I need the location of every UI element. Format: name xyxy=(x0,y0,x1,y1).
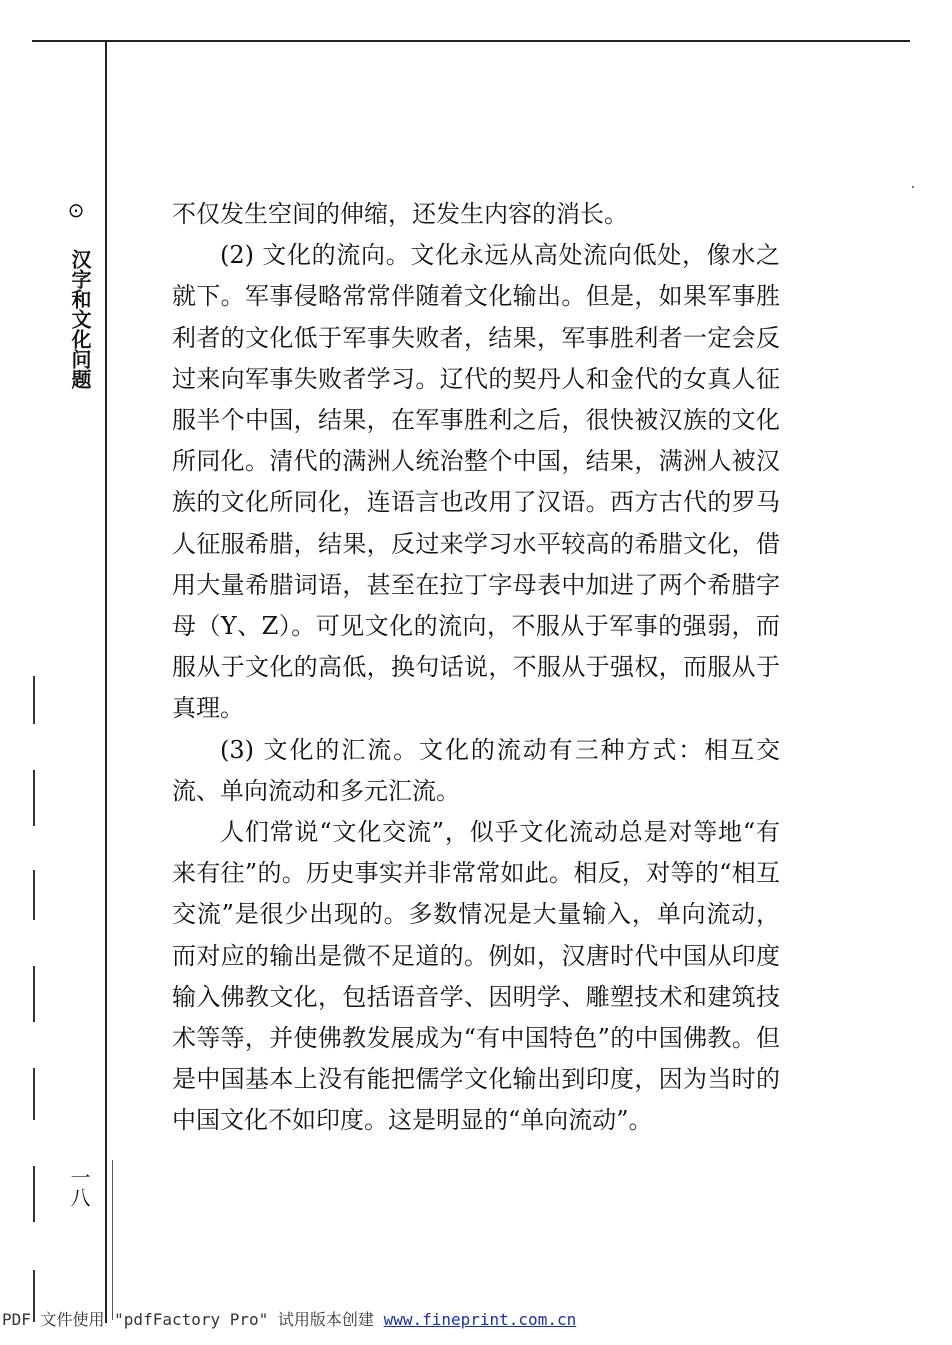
scan-edge-mark xyxy=(33,1166,35,1222)
scan-edge-mark xyxy=(33,676,35,724)
footer-text: PDF 文件使用 "pdfFactory Pro" 试用版本创建 xyxy=(2,1310,384,1329)
scan-edge-mark xyxy=(33,1068,35,1120)
scan-edge-mark xyxy=(33,870,35,920)
scan-speck xyxy=(912,186,914,188)
circle-dot-icon: ⊙ xyxy=(67,198,85,222)
paragraph: 不仅发生空间的伸缩，还发生内容的消长。 xyxy=(172,200,628,228)
paragraph: (3) 文化的汇流。文化的流动有三种方式：相互交流、单向流动和多元汇流。 xyxy=(172,735,780,805)
body-text xyxy=(172,194,780,1142)
paragraph: (2) 文化的流向。文化永远从高处流向低处，像水之就下。军事侵略常常伴随着文化输出。但是，如果军事胜利者的文化低于军事失败者，结果，军事胜利者一定会反过来向军事失败者学习。辽代的契丹人和金代的女真人征服半个中国，结果，在军事胜利之后，很快被汉族的文化所同化。清代的满洲人统治整个中国，结果，满洲人被汉族的文化所同化，连语言也改用了汉语。西方古代的罗马人征服希腊，结果，反过来学习水平较高的希腊文化，借用大量希腊词语，甚至在拉丁字母表中加进了两个希腊字母（Y、Z）。可见文化的流向，不服从于军事的强弱，而服从于文化的高低，换句话说，不服从于强权，而服从于真理。 xyxy=(172,241,780,723)
paragraph: 人们常说“文化交流”，似乎文化流动总是对等地“有来有往”的。历史事实并非常常如此。相反，对等的“相互交流”是很少出现的。多数情况是大量输入，单向流动，而对应的输出是微不足道的。例如，汉唐时代中国从印度输入佛教文化，包括语音学、因明学、雕塑技术和建筑技术等等，并使佛教发展成为“有中国特色”的中国佛教。但是中国基本上没有能把儒学文化输出到印度，因为当时的中国文化不如印度。这是明显的“单向流动”。 xyxy=(172,818,780,1135)
top-rule xyxy=(32,40,910,42)
scan-edge-mark xyxy=(33,966,35,1022)
running-title: 汉字和文化问题 xyxy=(68,249,92,389)
footer-link[interactable]: www.fineprint.com.cn xyxy=(383,1310,577,1329)
page-number: 一八 xyxy=(67,1167,91,1207)
scan-edge-mark xyxy=(33,770,35,826)
margin-rule-secondary xyxy=(112,1160,113,1320)
margin-rule xyxy=(105,40,107,1323)
pdf-footer xyxy=(2,1310,576,1330)
